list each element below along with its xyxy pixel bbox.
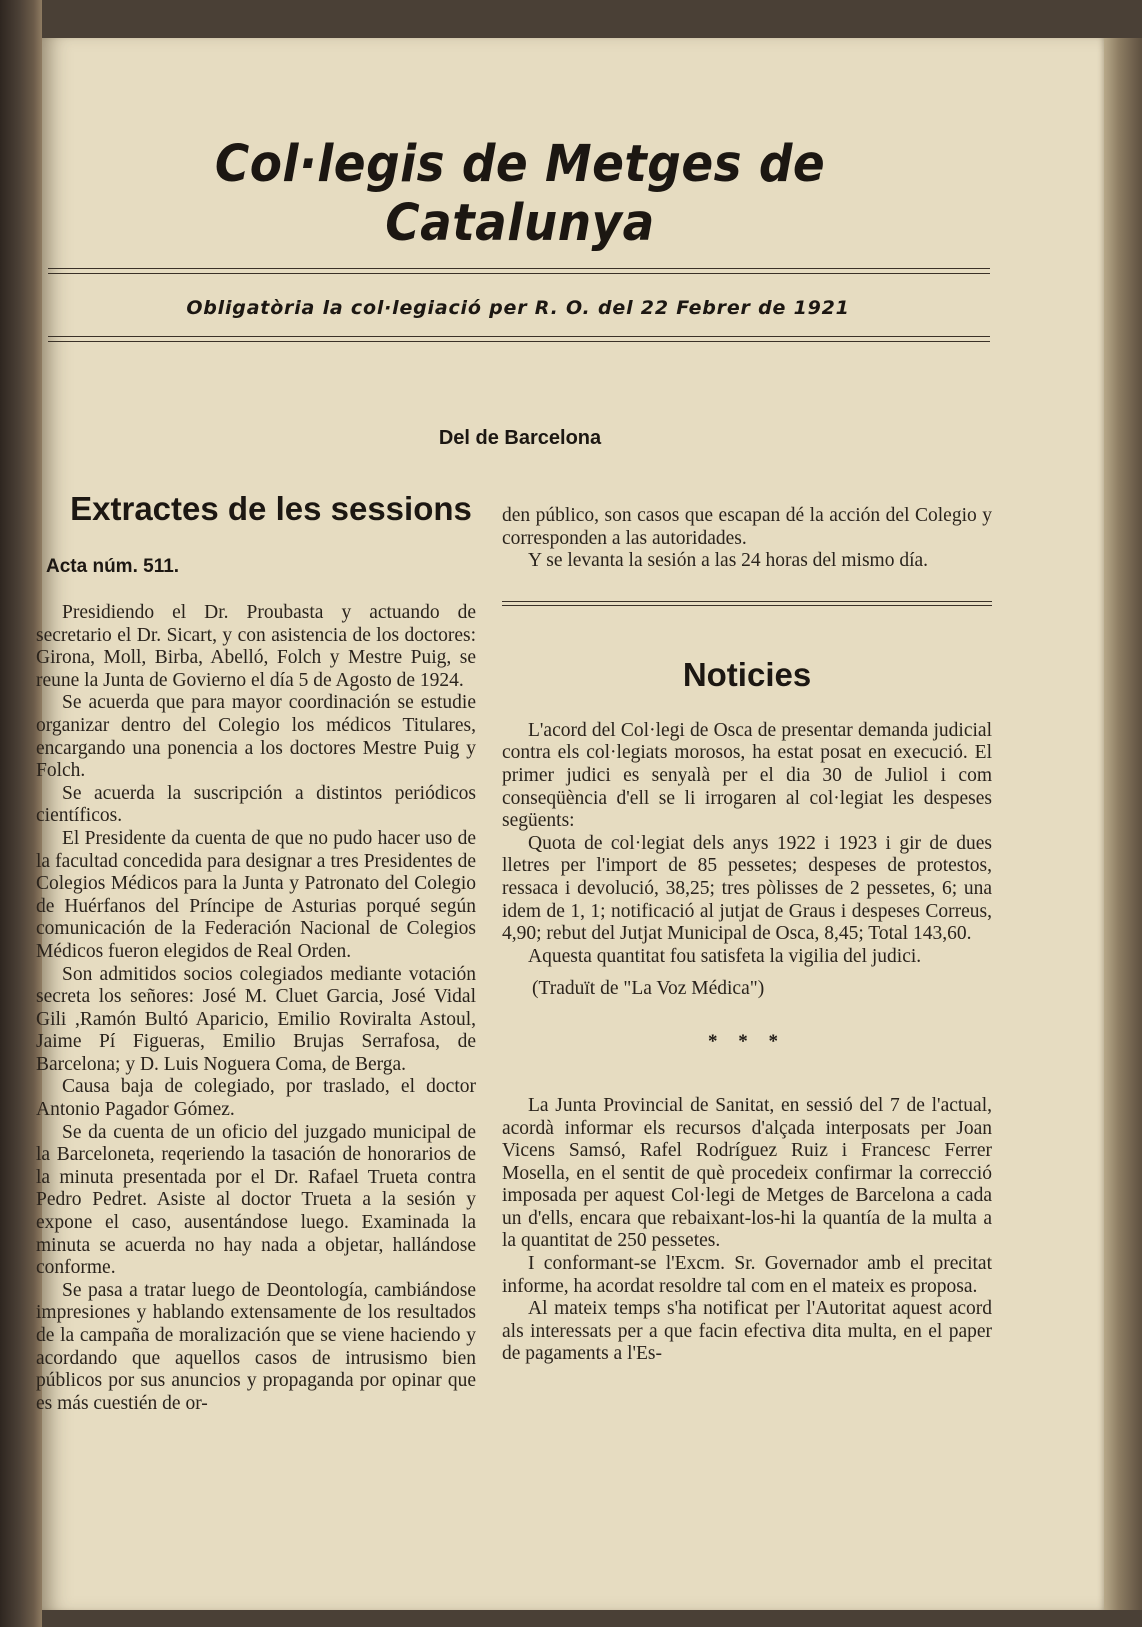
source-note: (Traduït de "La Voz Médica"): [532, 978, 765, 1000]
paragraph: Causa baja de colegiado, por traslado, el doctor Antonio Pagador Gómez.: [36, 1076, 476, 1121]
paragraph: Se da cuenta de un oficio del juzgado municipal de la Barceloneta, reqeriendo la tasación de honorarios de la minuta presentada por el Dr. Rafael Trueta contra Pedro Pedret. Asiste al doctor Trueta a la sesión y expone el caso, ausentándose luego. Examinada la minuta se acuerda no hay nada a objetar, hallándose conforme.: [36, 1121, 476, 1279]
paragraph: El Presidente da cuenta de que no pudo hacer uso de la facultad concedida para designar a tres Presidentes de Colegios Médicos para la Junta y Patronato del Colegio de Huérfanos del Príncipe de Asturias porqué según comunicación de la Federación Nacional de Colegios Médicos fueron elegidos de Real Orden.: [36, 827, 476, 962]
paragraph: Se acuerda la suscripción a distintos periódicos científicos.: [36, 782, 476, 827]
left-body: [36, 602, 476, 1415]
paragraph: Son admitidos socios colegiados mediante votación secreta los señores: José M. Cluet Garcia, José Vidal Gili ,Ramón Bultó Aparicio, Emilio Roviralta Astoul, Jaime Pí Figueras, Emilio Brujas Serrafosa, de Barcelona; y D. Luis Noguera Coma, de Berga.: [36, 963, 476, 1075]
paragraph: Se acuerda que para mayor coordinación se estudie organizar dentro del Colegio los médicos Titulares, encargando una ponencia a los doctores Mestre Puig y Folch.: [36, 692, 476, 782]
paragraph: den público, son casos que escapan dé la acción del Colegio y corresponden a las autoridades.: [502, 505, 992, 549]
paragraph: Se pasa a tratar luego de Deontología, cambiándose impresiones y hablando extensamente de los resultados de la campaña de moralización que se viene haciendo y acordando que aquellos casos de intrusismo bien públicos por sus anuncios y propaganda por opinar que es más cuestién de or-: [36, 1279, 476, 1414]
noticies-body-1: [502, 720, 992, 1001]
paragraph: Quota de col·legiat dels anys 1922 i 1923 i gir de dues lletres per l'import de 85 pessetes; despeses de protestos, ressaca i devolució, 38,25; tres pòlisses de 2 pessetes, 6; una idem de 1, 1; notificació al jutjat de Graus i despeses Correus, 4,90; rebut del Jutjat Municipal de Osca, 8,45; Total 143,60.: [502, 832, 992, 945]
title-rule-top: [48, 268, 990, 274]
section-title: Del de Barcelona: [438, 427, 602, 449]
left-column: [36, 490, 476, 1415]
paragraph: Presidiendo el Dr. Proubasta y actuando de secretario el Dr. Sicart, y con asistencia de los doctores: Girona, Moll, Birba, Abelló, Folch y Mestre Puig, se reune la Junta de Govierno el día 5 de Agosto de 1924.: [36, 602, 476, 691]
right-column: [502, 505, 992, 1366]
extractes-heading: Extractes de les sessions: [70, 490, 472, 527]
journal-title: Col·legis de Metges de Catalunya: [214, 135, 826, 253]
right-continuation: [502, 505, 992, 573]
separator-asterisks: * * *: [708, 1030, 786, 1052]
paragraph: Al mateix temps s'ha notificat per l'Autoritat aquest acord als interessats per a que facin efectiva dita multa, en el paper de pagaments a l'Es-: [502, 1298, 992, 1365]
column-rule: [502, 601, 992, 606]
journal-subtitle: Obligatòria la col·legiació per R. O. del 22 Febrer de 1921: [186, 297, 850, 319]
noticies-body-2: [502, 1095, 992, 1366]
paragraph: La Junta Provincial de Sanitat, en sessió del 7 de l'actual, acordà informar els recursos d'alçada interposats per Joan Vicens Samsó, Rafel Rodríguez Ruiz i Francesc Ferrer Mosella, en el sentit de què procedeix confirmar la correcció imposada per aquest Col·legi de Metges de Barcelona a cada un d'ells, encara que rebaixant-los-hi la quantía de la multa a la quantitat de 250 pessetes.: [502, 1094, 992, 1252]
paragraph: L'acord del Col·legi de Osca de presentar demanda judicial contra els col·legiats morosos, ha estat posat en execució. El primer judici es senyalà per el dia 30 de Juliol i com conseqüència d'ell se li irrogaren al col·legiat les despeses següents:: [502, 719, 992, 832]
paragraph: Y se levanta la sesión a las 24 horas del mismo día.: [528, 550, 929, 572]
noticies-heading: Noticies: [682, 655, 812, 693]
page-edge: [1104, 38, 1142, 1610]
paragraph: Aquesta quantitat fou satisfeta la vigilia del judici.: [528, 945, 922, 967]
paragraph: I conformant-se l'Excm. Sr. Governador amb el precitat informe, ha acordat resoldre tal com en el mateix es proposa.: [502, 1253, 992, 1297]
acta-number: Acta núm. 511.: [46, 556, 180, 577]
title-rule-bottom: [48, 336, 990, 342]
